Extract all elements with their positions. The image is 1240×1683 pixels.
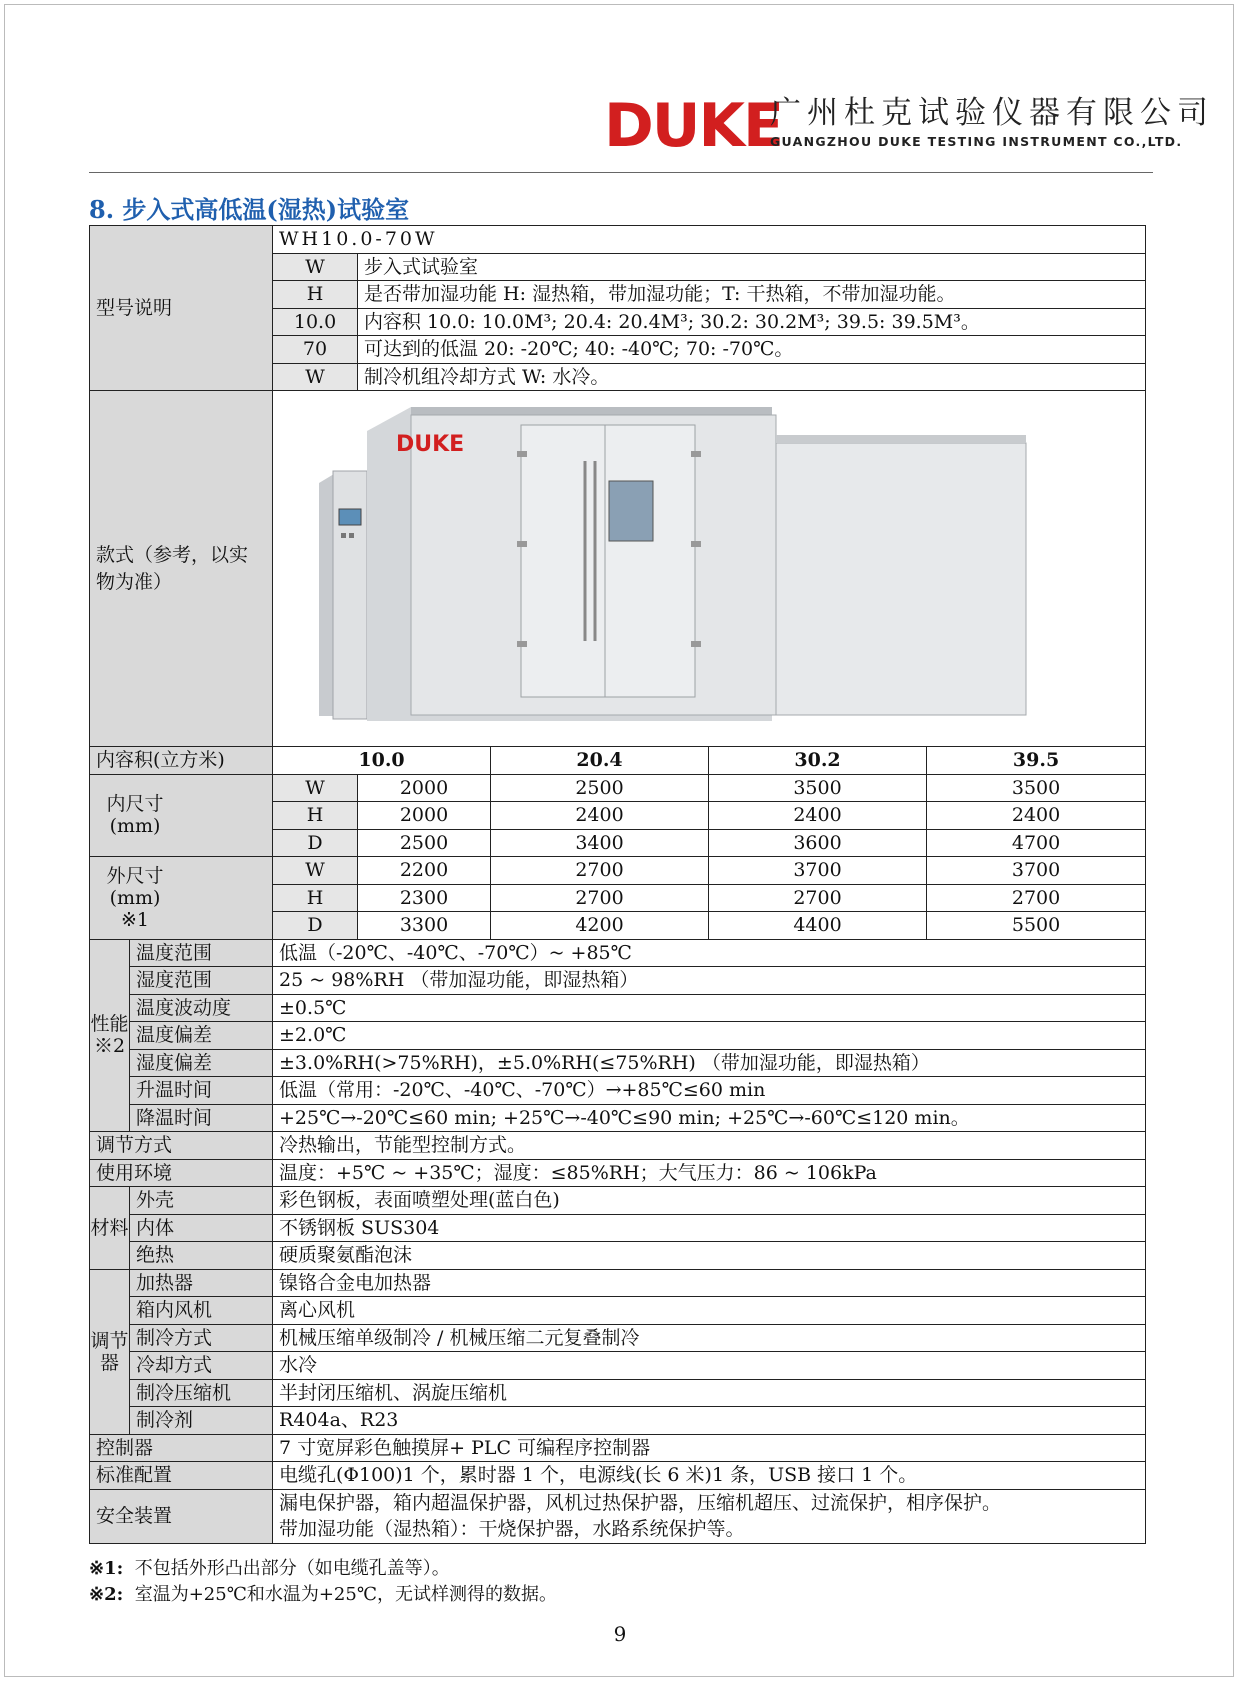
hinge-icon <box>517 641 527 647</box>
spec-key: 控制器 <box>90 1434 273 1462</box>
footnote-text: 室温为+25℃和水温为+25℃，无试样测得的数据。 <box>134 1584 557 1605</box>
footnote <box>89 1582 557 1608</box>
dim-key: H <box>273 884 358 912</box>
dim-value: 2700 <box>709 884 927 912</box>
spec-value: ±0.5℃ <box>273 994 1146 1022</box>
spec-value: 25 ~ 98%RH （带加湿功能，即湿热箱） <box>273 967 1146 995</box>
dim-value: 3500 <box>927 774 1146 802</box>
spec-key: 外壳 <box>130 1187 273 1215</box>
spec-value: 水冷 <box>273 1352 1146 1380</box>
spec-value: 电缆孔(Φ100)1 个，累时器 1 个，电源线(长 6 米)1 条，USB 接口 1 个。 <box>273 1462 1146 1490</box>
style-label-line2: 物为准） <box>96 570 173 593</box>
spec-value: 7 寸宽屏彩色触摸屏+ PLC 可编程序控制器 <box>273 1434 1146 1462</box>
spec-key: 温度波动度 <box>130 994 273 1022</box>
style-label <box>90 391 273 747</box>
model-key: 70 <box>273 336 358 364</box>
spec-value: 离心风机 <box>273 1297 1146 1325</box>
dim-value: 2700 <box>491 857 709 885</box>
spec-value: 冷热输出，节能型控制方式。 <box>273 1132 1146 1160</box>
model-key: H <box>273 281 358 309</box>
footnote-mark: ※1: <box>89 1558 124 1579</box>
header-divider <box>89 172 1153 173</box>
outer-label <box>90 857 273 940</box>
spec-value: 低温（-20℃、-40℃、-70℃）~ +85℃ <box>273 939 1146 967</box>
volume-value: 30.2 <box>709 747 927 775</box>
inner-label-2: (mm) <box>109 815 161 838</box>
spec-key: 温度偏差 <box>130 1022 273 1050</box>
walk-in-chamber-illustration <box>273 391 1146 746</box>
spec-value: 温度：+5℃ ~ +35℃；湿度：≤85%RH；大气压力：86 ~ 106kPa <box>273 1159 1146 1187</box>
spec-key: 制冷方式 <box>130 1324 273 1352</box>
spec-key: 湿度范围 <box>130 967 273 995</box>
dim-value: 3700 <box>709 857 927 885</box>
spec-value: 低温（常用：-20℃、-40℃、-70℃）→+85℃≤60 min <box>273 1077 1146 1105</box>
spec-key: 使用环境 <box>90 1159 273 1187</box>
spec-key: 制冷压缩机 <box>130 1379 273 1407</box>
company-name-cn: 广州杜克试验仪器有限公司 <box>770 95 1214 131</box>
dim-key: W <box>273 857 358 885</box>
spec-key: 温度范围 <box>130 939 273 967</box>
spec-value: ±3.0%RH(>75%RH)，±5.0%RH(≤75%RH) （带加湿功能，即湿热箱） <box>273 1049 1146 1077</box>
touch-screen-icon <box>339 509 361 525</box>
dim-value: 2700 <box>927 884 1146 912</box>
volume-value: 10.0 <box>273 747 491 775</box>
volume-value: 20.4 <box>491 747 709 775</box>
inner-row <box>90 774 1146 802</box>
outer-label-3: ※1 <box>120 908 149 931</box>
dim-key: D <box>273 912 358 940</box>
performance-row <box>90 939 1146 967</box>
spec-key: 制冷剂 <box>130 1407 273 1435</box>
dim-value: 2200 <box>358 857 491 885</box>
footnotes <box>89 1556 557 1608</box>
dim-value: 2400 <box>927 802 1146 830</box>
spec-value: 机械压缩单级制冷 / 机械压缩二元复叠制冷 <box>273 1324 1146 1352</box>
inner-label <box>90 774 273 857</box>
model-desc: 是否带加湿功能 H: 湿热箱，带加湿功能；T: 干热箱，不带加湿功能。 <box>358 281 1146 309</box>
dim-value: 2300 <box>358 884 491 912</box>
dim-value: 3700 <box>927 857 1146 885</box>
model-row <box>90 226 1146 254</box>
safety-row <box>90 1489 1146 1543</box>
volume-row <box>90 747 1146 775</box>
dim-value: 2000 <box>358 774 491 802</box>
spec-key: 冷却方式 <box>130 1352 273 1380</box>
spec-key: 调节方式 <box>90 1132 273 1160</box>
inner-label-1: 内尺寸 <box>106 793 164 816</box>
dim-value: 3400 <box>491 829 709 857</box>
volume-label: 内容积(立方米) <box>90 747 273 775</box>
performance-group: 性能※2 <box>90 939 130 1132</box>
spec-value: 镍铬合金电加热器 <box>273 1269 1146 1297</box>
dim-value: 2500 <box>358 829 491 857</box>
spec-key: 箱内风机 <box>130 1297 273 1325</box>
standard-row <box>90 1462 1146 1490</box>
style-row <box>90 391 1146 747</box>
volume-value: 39.5 <box>927 747 1146 775</box>
dim-value: 5500 <box>927 912 1146 940</box>
viewing-window <box>609 481 653 541</box>
button-icon <box>349 533 354 538</box>
spec-value: 半封闭压缩机、涡旋压缩机 <box>273 1379 1146 1407</box>
spec-key: 加热器 <box>130 1269 273 1297</box>
model-label: 型号说明 <box>90 226 273 391</box>
model-desc: 内容积 10.0: 10.0M³; 20.4: 20.4M³; 30.2: 30.2M³; 39.5: 39.5M³。 <box>358 308 1146 336</box>
spec-value: 硬质聚氨酯泡沫 <box>273 1242 1146 1270</box>
spec-key: 内体 <box>130 1214 273 1242</box>
dim-value: 2500 <box>491 774 709 802</box>
model-desc: 步入式试验室 <box>358 253 1146 281</box>
regulator-row <box>90 1269 1146 1297</box>
spec-value: R404a、R23 <box>273 1407 1146 1435</box>
dim-value: 4700 <box>927 829 1146 857</box>
style-label-line1: 款式（参考，以实 <box>96 543 249 566</box>
chamber-extension <box>776 443 1026 715</box>
chamber-top <box>411 407 772 415</box>
spec-value <box>273 1489 1146 1543</box>
dim-key: D <box>273 829 358 857</box>
safety-line-1: 漏电保护器，箱内超温保护器，风机过热保护器，压缩机超压、过流保护，相序保护。 <box>279 1492 1002 1514</box>
spec-value: 不锈钢板 SUS304 <box>273 1214 1146 1242</box>
dim-key: H <box>273 802 358 830</box>
logo <box>604 91 783 161</box>
dim-value: 3500 <box>709 774 927 802</box>
model-key: W <box>273 363 358 391</box>
logo-text: DUKE <box>604 91 783 161</box>
safety-line-2: 带加湿功能（湿热箱）：干烧保护器，水路系统保护等。 <box>279 1518 745 1540</box>
dim-value: 2400 <box>709 802 927 830</box>
regulation-mode-row <box>90 1132 1146 1160</box>
model-code: WH10.0-70W <box>273 226 1146 254</box>
material-row <box>90 1187 1146 1215</box>
dim-value: 4400 <box>709 912 927 940</box>
dim-value: 2000 <box>358 802 491 830</box>
hinge-icon <box>517 451 527 457</box>
hinge-icon <box>691 451 701 457</box>
material-group: 材料 <box>90 1187 130 1270</box>
spec-value: +25℃→-20℃≤60 min; +25℃→-40℃≤90 min; +25℃→-60℃≤120 min。 <box>273 1104 1146 1132</box>
spec-value: ±2.0℃ <box>273 1022 1146 1050</box>
spec-key: 标准配置 <box>90 1462 273 1490</box>
footnote <box>89 1556 557 1582</box>
hinge-icon <box>517 541 527 547</box>
spec-key: 安全装置 <box>90 1489 273 1543</box>
footnote-text: 不包括外形凸出部分（如电缆孔盖等）。 <box>134 1558 450 1579</box>
dim-value: 2400 <box>491 802 709 830</box>
model-key: W <box>273 253 358 281</box>
controller-row <box>90 1434 1146 1462</box>
environment-row <box>90 1159 1146 1187</box>
section-title: 8. 步入式高低温(湿热)试验室 <box>89 195 410 224</box>
outer-row <box>90 857 1146 885</box>
right-door <box>605 425 695 697</box>
button-icon <box>341 533 346 538</box>
product-photo-cell <box>273 391 1146 747</box>
photo-logo: DUKE <box>396 432 465 457</box>
dim-value: 3300 <box>358 912 491 940</box>
regulator-group: 调节器 <box>90 1269 130 1434</box>
hinge-icon <box>691 541 701 547</box>
footnote-mark: ※2: <box>89 1584 124 1605</box>
page-number: 9 <box>613 1622 627 1646</box>
product-photo <box>273 391 1145 746</box>
model-key: 10.0 <box>273 308 358 336</box>
spec-table <box>89 225 1146 1544</box>
hinge-icon <box>691 641 701 647</box>
company-name-en: GUANGZHOU DUKE TESTING INSTRUMENT CO.,LTD. <box>770 134 1183 149</box>
dim-value: 3600 <box>709 829 927 857</box>
dim-value: 4200 <box>491 912 709 940</box>
spec-value: 彩色钢板，表面喷塑处理(蓝白色) <box>273 1187 1146 1215</box>
dim-value: 2700 <box>491 884 709 912</box>
left-door <box>521 425 605 697</box>
spec-key: 湿度偏差 <box>130 1049 273 1077</box>
spec-key: 升温时间 <box>130 1077 273 1105</box>
model-desc: 制冷机组冷却方式 W: 水冷。 <box>358 363 1146 391</box>
outer-label-2: (mm) <box>109 886 161 909</box>
chamber-extension-top <box>776 435 1026 443</box>
spec-key: 绝热 <box>130 1242 273 1270</box>
outer-label-1: 外尺寸 <box>106 864 164 887</box>
spec-key: 降温时间 <box>130 1104 273 1132</box>
dim-key: W <box>273 774 358 802</box>
control-cabinet <box>333 471 367 719</box>
company-name <box>770 94 1214 149</box>
model-desc: 可达到的低温 20: -20℃; 40: -40℃; 70: -70℃。 <box>358 336 1146 364</box>
